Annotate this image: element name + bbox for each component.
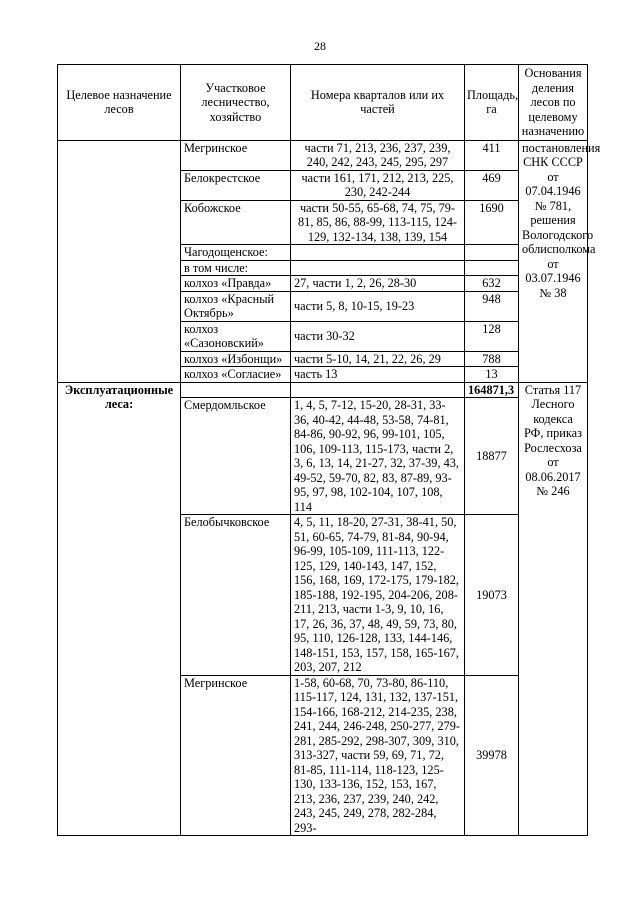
quarters-cell: часть 13: [291, 367, 465, 383]
quarters-cell-empty: [291, 382, 465, 398]
forestry-cell: колхоз «Согласие»: [181, 367, 291, 383]
header-quarters: Номера кварталов или их частей: [291, 65, 465, 141]
forestry-cell: Чагодощенское:: [181, 245, 291, 261]
area-cell: 19073: [465, 515, 519, 676]
area-cell: 632: [465, 276, 519, 292]
header-basis: Основания деления лесов по целевому назначению: [519, 65, 588, 141]
total-area-cell: 164871,3: [465, 382, 519, 398]
forestry-cell: в том числе:: [181, 260, 291, 276]
area-cell: 13: [465, 367, 519, 383]
quarters-cell: части 71, 213, 236, 237, 239, 240, 242, 243, 245, 295, 297: [291, 140, 465, 170]
forestry-cell: колхоз «Избонщи»: [181, 351, 291, 367]
forestry-cell: Мегринское: [181, 675, 291, 836]
area-cell: 788: [465, 351, 519, 367]
area-cell: 1690: [465, 200, 519, 245]
forestry-cell: Кобожское: [181, 200, 291, 245]
area-cell: 18877: [465, 398, 519, 515]
header-area: Площадь, га: [465, 65, 519, 141]
quarters-cell: [291, 245, 465, 261]
page-number: 28: [314, 39, 326, 53]
purpose-cell-empty: [58, 140, 181, 382]
area-cell: 469: [465, 170, 519, 200]
area-cell: 948: [465, 291, 519, 321]
forestry-cell: колхоз «Правда»: [181, 276, 291, 292]
basis-cell: Статья 117 Лесного кодекса РФ, приказ Рослесхоза от 08.06.2017 № 246: [519, 382, 588, 836]
basis-cell: постановления СНК СССР от 07.04.1946 № 781, решения Вологодского облисполкома от 03.07.1946 № 38: [519, 140, 588, 382]
area-cell: [465, 260, 519, 276]
quarters-cell: части 5, 8, 10-15, 19-23: [291, 291, 465, 321]
table-row: [58, 140, 588, 170]
quarters-cell: 1, 4, 5, 7-12, 15-20, 28-31, 33-36, 40-42, 44-48, 53-58, 74-81, 84-86, 90-92, 96, 99-101, 105, 106, 109-113, 115-173, части 2, 3, 6, 13, 14, 21-27, 32, 37-39, 43, 49-52, 59-70, 82, 83, 87-89, 93-95, 97, 98, 102-104, 107, 108, 114: [291, 398, 465, 515]
forestry-cell: Мегринское: [181, 140, 291, 170]
purpose-cell: Эксплуатационные леса:: [58, 382, 181, 836]
forestry-cell-empty: [181, 382, 291, 398]
area-cell: 128: [465, 321, 519, 351]
quarters-cell: 1-58, 60-68, 70, 73-80, 86-110, 115-117, 124, 131, 132, 137-151, 154-166, 168-212, 214-235, 238, 241, 244, 246-248, 250-277, 279-281, 285-292, 298-307, 309, 310, 313-327, части 59, 69, 71, 72, 81-85, 111-114, 118-123, 125-130, 133-136, 152, 153, 167, 213, 236, 237, 239, 240, 242, 243, 245, 249, 278, 282-284, 293-: [291, 675, 465, 836]
header-row: [58, 65, 588, 141]
quarters-cell: 4, 5, 11, 18-20, 27-31, 38-41, 50, 51, 60-65, 74-79, 81-84, 90-94, 96-99, 105-109, 111-113, 122-125, 129, 140-143, 147, 152, 156, 168, 169, 172-175, 179-182, 185-188, 192-195, 204-206, 208-211, 213, части 1-3, 9, 10, 16, 17, 26, 36, 37, 48, 49, 59, 73, 80, 95, 110, 126-128, 133, 144-146, 148-151, 153, 157, 158, 165-167, 203, 207, 212: [291, 515, 465, 676]
forestry-cell: колхоз «Сазоновский»: [181, 321, 291, 351]
forestry-cell: Белобычковское: [181, 515, 291, 676]
area-cell: [465, 245, 519, 261]
area-cell: 39978: [465, 675, 519, 836]
header-purpose: Целевое назначение лесов: [58, 65, 181, 141]
quarters-cell: 27, части 1, 2, 26, 28-30: [291, 276, 465, 292]
area-cell: 411: [465, 140, 519, 170]
quarters-cell: части 50-55, 65-68, 74, 75, 79-81, 85, 86, 88-99, 113-115, 124-129, 132-134, 138, 139, 154: [291, 200, 465, 245]
forest-purpose-table: [57, 64, 601, 836]
forestry-cell: Смердомльское: [181, 398, 291, 515]
quarters-cell: части 30-32: [291, 321, 465, 351]
forestry-cell: Белокрестское: [181, 170, 291, 200]
table-row: [58, 382, 588, 398]
quarters-cell: [291, 260, 465, 276]
header-forestry: Участковое лесничество, хозяйство: [181, 65, 291, 141]
quarters-cell: части 5-10, 14, 21, 22, 26, 29: [291, 351, 465, 367]
quarters-cell: части 161, 171, 212, 213, 225, 230, 242-244: [291, 170, 465, 200]
forestry-cell: колхоз «Красный Октябрь»: [181, 291, 291, 321]
